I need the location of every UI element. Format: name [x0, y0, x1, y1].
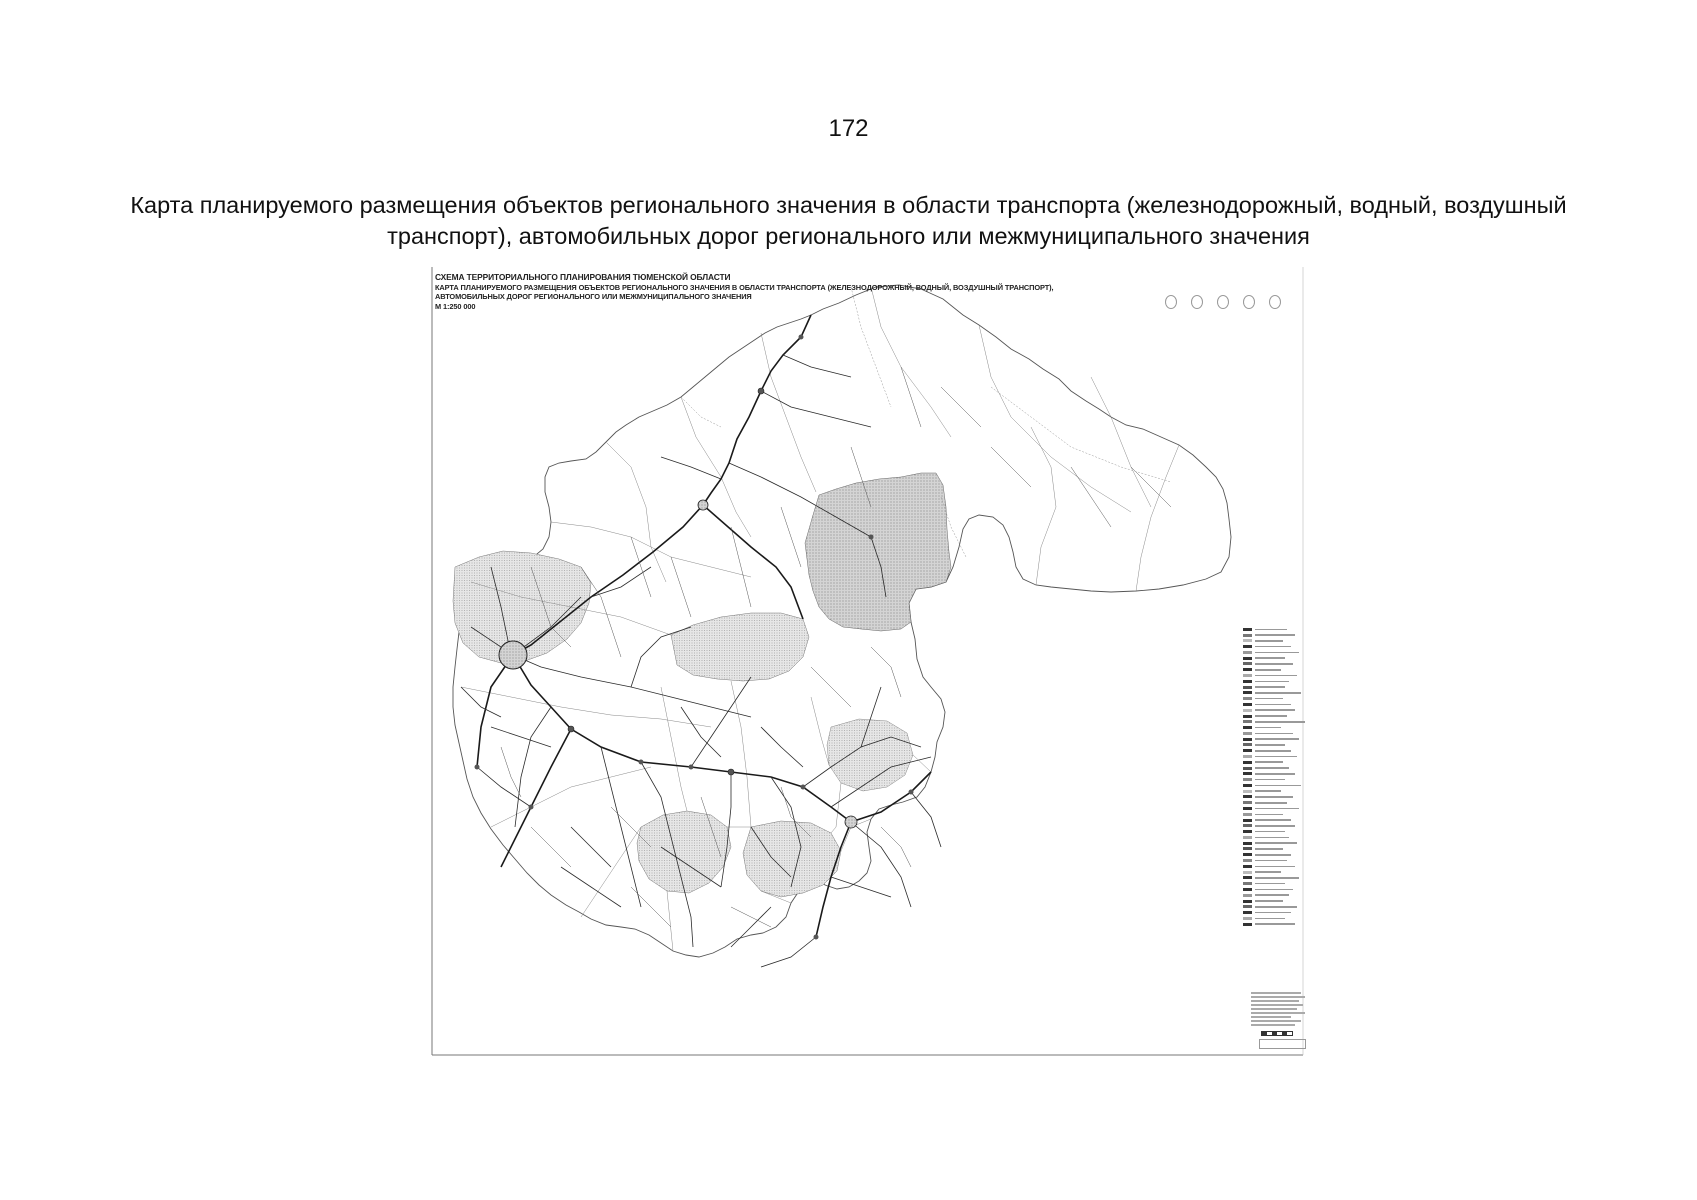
city-tobolsk-marker: [698, 500, 708, 510]
page-heading: [110, 190, 1587, 252]
map-title-line-3: АВТОМОБИЛЬНЫХ ДОРОГ РЕГИОНАЛЬНОГО ИЛИ МЕЖМУНИЦИПАЛЬНОГО ЗНАЧЕНИЯ: [435, 292, 752, 302]
heading-line-2: транспорт), автомобильных дорог регионального или межмуниципального значения: [387, 223, 1310, 249]
map-drawing: [431, 267, 1306, 1057]
city-tyumen-marker: [499, 641, 527, 669]
emblem-icon-4: [1243, 295, 1255, 309]
map-title-line-2: КАРТА ПЛАНИРУЕМОГО РАЗМЕЩЕНИЯ ОБЪЕКТОВ РЕГИОНАЛЬНОГО ЗНАЧЕНИЯ В ОБЛАСТИ ТРАНСПОРТА (ЖЕЛЕЗНОДОРОЖНЫЙ, ВОДНЫЙ, ВОЗДУШНЫЙ ТРАНСПОРТ),: [435, 282, 1054, 292]
map-stamp: [1259, 1039, 1306, 1049]
emblem-icon-3: [1217, 295, 1229, 309]
shaded-zone-east: [805, 473, 951, 631]
city-ishim-marker: [845, 816, 857, 828]
map-notes: [1251, 992, 1306, 1028]
map-emblems: [1165, 295, 1281, 309]
emblem-icon-2: [1191, 295, 1203, 309]
emblem-icon-5: [1269, 295, 1281, 309]
map-scale-bar: [1261, 1031, 1293, 1036]
map-title-line-1: СХЕМА ТЕРРИТОРИАЛЬНОГО ПЛАНИРОВАНИЯ ТЮМЕНСКОЙ ОБЛАСТИ: [435, 272, 731, 282]
map-figure: [431, 267, 1306, 1057]
map-title-block: [435, 273, 1054, 311]
heading-line-1: Карта планируемого размещения объектов регионального значения в области транспорта (железнодорожный, водный, воздушный: [130, 192, 1567, 218]
map-legend: [1243, 627, 1308, 1047]
map-title-line-4: М 1:250 000: [435, 301, 476, 311]
emblem-icon-1: [1165, 295, 1177, 309]
page-number: 172: [828, 115, 869, 142]
